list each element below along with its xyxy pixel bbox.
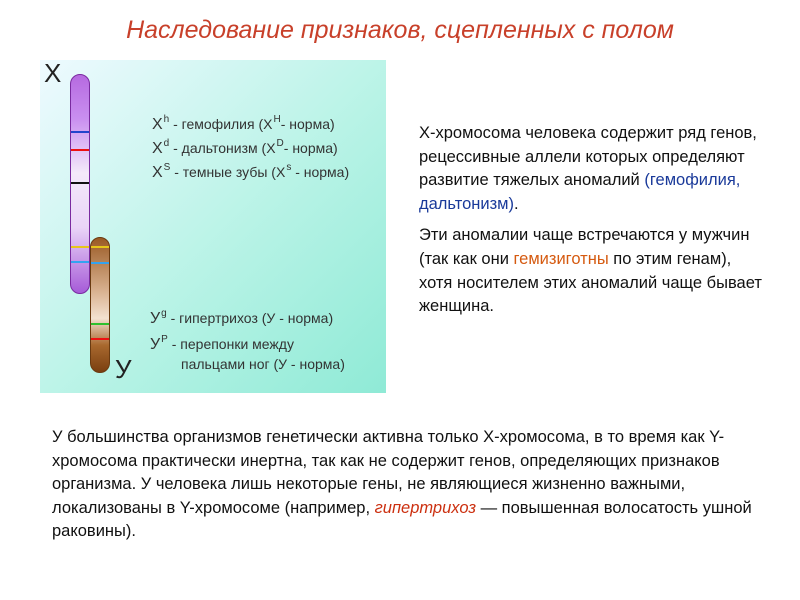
hypertrichosis-highlight: гипертрихоз: [374, 498, 477, 517]
band-webbed-toes: [91, 338, 109, 340]
band-hemophilia: [71, 131, 89, 133]
band-hypertrichosis: [91, 323, 109, 325]
page-title: Наследование признаков, сцепленных с полом: [126, 16, 674, 44]
x-chromosome: [70, 74, 90, 294]
gene-label-hemophilia: $X^h$ - гемофилия ($Х^H-$ норма): [152, 114, 335, 133]
band-x-cyan: [71, 261, 89, 263]
x-chromosome-description: [419, 122, 764, 327]
y-chromosome-label: У: [115, 354, 132, 384]
gene-label-webbed-toes-line2: пальцами ног (У - норма): [181, 356, 345, 372]
gene-label-hypertrichosis: $У^g$ - гипертрихоз (У - норма): [150, 308, 334, 327]
band-x-yellow: [71, 246, 89, 248]
chromosome-figure: [40, 60, 386, 393]
gene-label-webbed-toes: $У^P$ - перепонки между: [150, 334, 294, 353]
band-daltonism: [71, 149, 89, 151]
y-chromosome: [90, 237, 110, 373]
anomalies-highlight: (гемофилия, дальтонизм): [419, 171, 741, 213]
band-y-yellow: [91, 246, 109, 248]
y-chromosome-description: У большинства организмов генетически активна только Х-хромосома, в то время как Y-хромосома практически инертна, так как не содержит генов, определяющих признаков организма. У человека лишь некоторые гены, не являющиеся жизненно важными, локализованы в Y-хромосоме (например, гипертрихоз — повышенная волосатость ушной раковины).: [52, 428, 752, 541]
band-dark-teeth: [71, 182, 89, 184]
paragraph-anomalies: Х-хромосома человека содержит ряд генов, рецессивные аллели которых определяют развитие тяжелых аномалий (гемофилия, дальтонизм).: [419, 124, 757, 213]
gene-label-dark-teeth: $X^S$ - темные зубы ($Х^s$ - норма): [152, 162, 350, 181]
band-y-cyan: [91, 262, 109, 264]
paragraph-men: Эти аномалии чаще встречаются у мужчин (так как они гемизиготны по этим генам), хотя носителем этих аномалий чаще бывает женщина.: [419, 226, 762, 316]
hemizygous-highlight: гемизиготны: [513, 249, 609, 268]
gene-label-daltonism: $X^d$ - дальтонизм ($Х^D-$ норма): [152, 138, 338, 157]
x-chromosome-label: Х: [44, 58, 62, 88]
